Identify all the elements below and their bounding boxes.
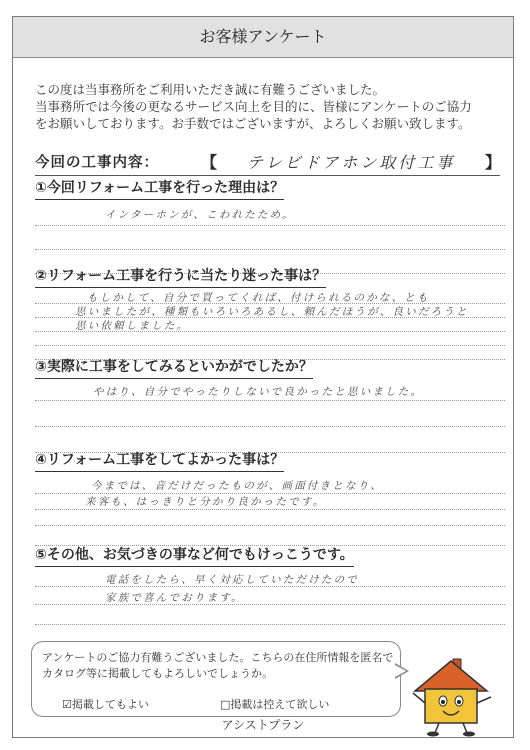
work-content-value: テレビドアホン取付工事	[247, 153, 456, 172]
question-5	[35, 544, 505, 604]
question-2	[35, 265, 505, 332]
footer-message	[42, 650, 393, 682]
footer-speech-box	[31, 641, 401, 717]
answer-rule	[35, 525, 505, 526]
question-heading: ⑤その他、お気づきの事など何でもけっこうです。	[35, 544, 354, 567]
answer-rule	[35, 225, 505, 226]
question-heading: ①今回リフォーム工事を行った理由は？	[35, 177, 284, 200]
answer-text: 今までは、音だけだったものが、画面付きとなり、	[91, 480, 384, 492]
footer-line: アンケートのご協力有難うございました。こちらの在住所情報を匿名で	[42, 651, 394, 664]
answer-text: 電話をしたら、早く対応していただけたので	[105, 574, 359, 586]
bracket-close: 】	[485, 153, 502, 172]
bracket-open: 【	[201, 153, 218, 172]
survey-sheet	[12, 16, 514, 738]
answer-rule	[35, 624, 505, 625]
work-content-label: 今回の工事内容：	[35, 155, 159, 171]
answer-text: 家族で喜んでおります。	[105, 592, 244, 604]
question-heading: ③実際に工事をしてみるといかがでしたか？	[35, 356, 313, 379]
answer-text: 思い依頼しました。	[75, 320, 190, 332]
intro-text	[35, 81, 472, 132]
answer-rule	[35, 345, 505, 346]
publish-decline-option[interactable]: □掲載は控えて欲しい	[220, 698, 330, 711]
survey-title: お客様アンケート	[13, 17, 513, 58]
question-4	[35, 449, 505, 508]
answer-rule	[35, 509, 505, 510]
question-heading: ②リフォーム工事を行うに当たり迷った事は？	[35, 265, 326, 288]
intro-line: 当事務所では今後の更なるサービス向上を目的に、皆様にアンケートのご協力	[35, 99, 472, 114]
footer-line: カタログ等に掲載してもよろしいでしょうか。	[42, 667, 273, 680]
question-3	[35, 356, 505, 398]
answer-rule	[35, 426, 505, 427]
answer-rule	[35, 249, 505, 250]
answer-text: やはり、自分でやったりしないで良かったと思いました。	[93, 386, 424, 398]
answer-text: インターホンが、こわれたため。	[105, 209, 295, 221]
intro-line: をお願いしております。お手数ではございますが、よろしくお願い致します。	[35, 116, 471, 131]
intro-line: この度は当事務所をご利用いただき誠に有難うございました。	[35, 82, 386, 97]
publish-ok-option[interactable]: ☑掲載してもよい	[62, 698, 149, 711]
company-name: アシストプラン	[221, 718, 305, 732]
work-content-row	[35, 145, 500, 176]
answer-rule	[35, 400, 505, 401]
answer-text: 思いましたが、種類もいろいろあるし、頼んだほうが、良いだろうと	[75, 306, 469, 318]
answer-text: もしかして、自分で買ってくれば、付けられるのかな、とも	[87, 292, 430, 304]
question-heading: ④リフォーム工事をしてよかった事は？	[35, 449, 284, 472]
question-1	[35, 177, 505, 221]
answer-text: 来客も、はっきりと分かり良かったです。	[85, 496, 326, 508]
